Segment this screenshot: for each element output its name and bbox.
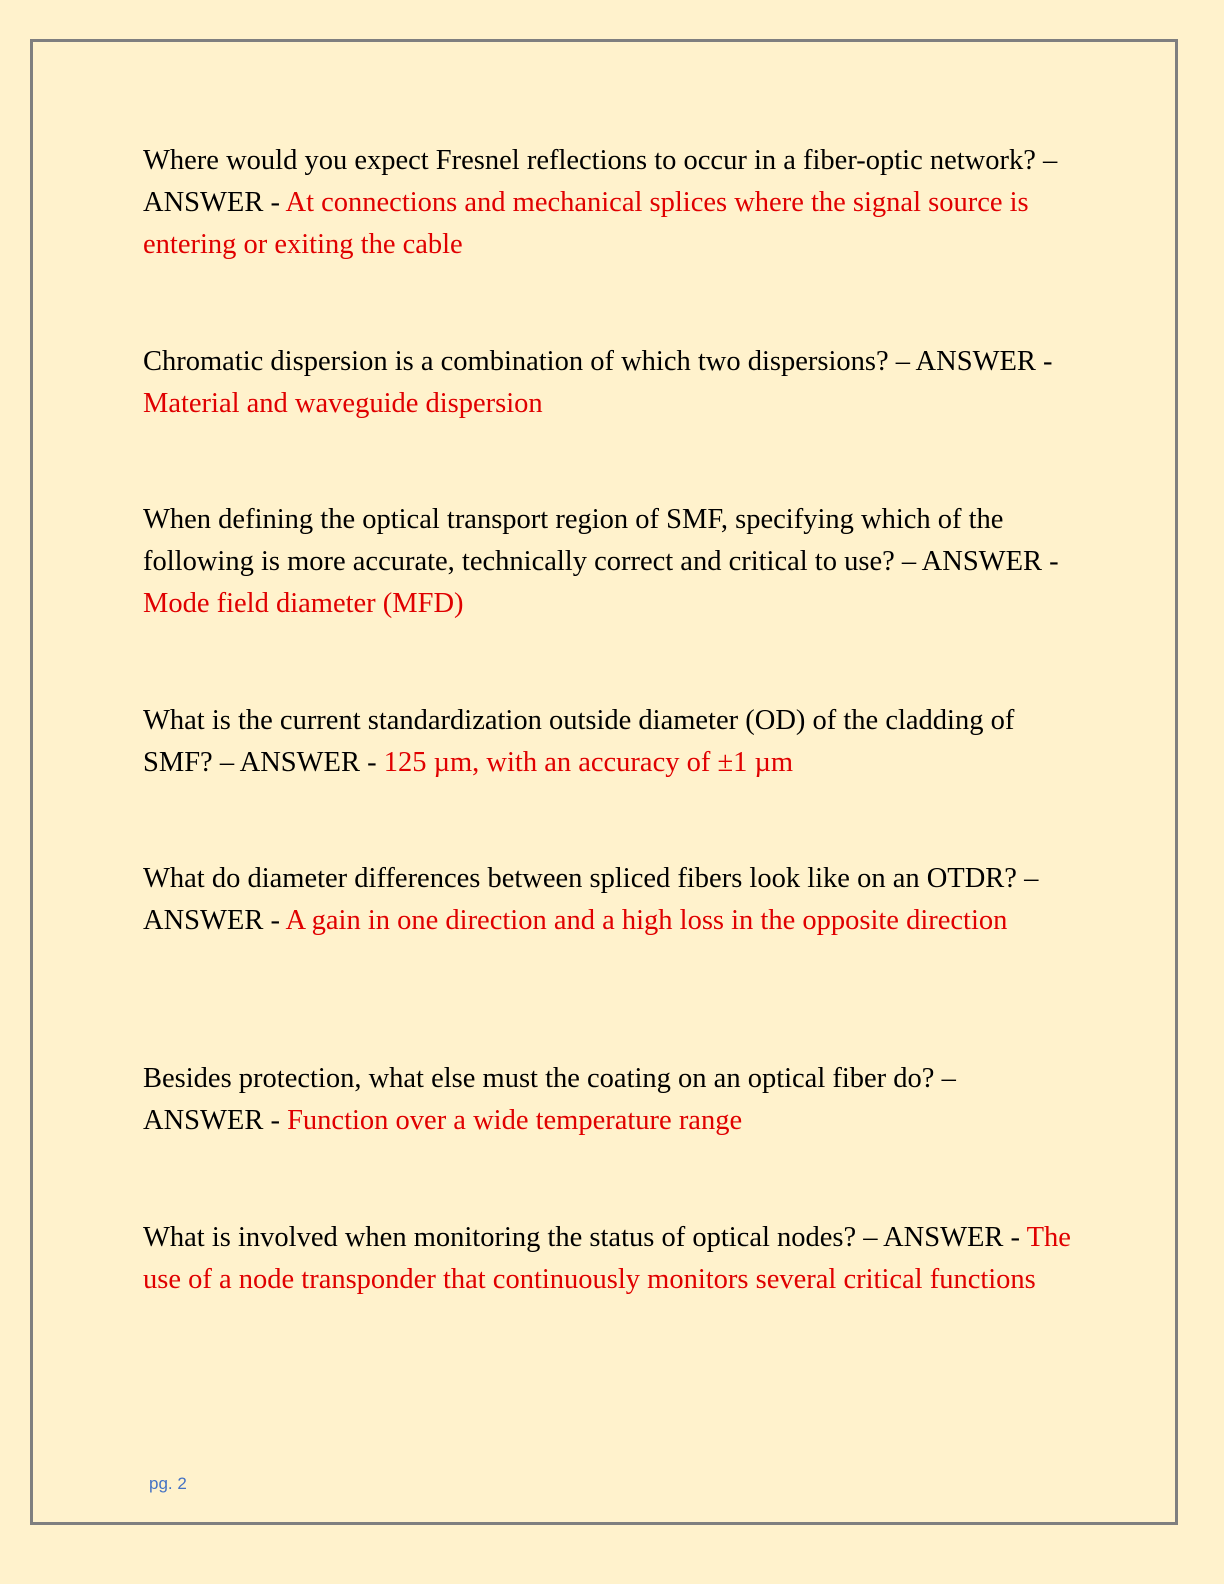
page-number: pg. 2 <box>149 1474 187 1493</box>
answer-text: A gain in one direction and a high loss in the opposite direction <box>285 905 1008 936</box>
question-text: Besides protection, what else must the coating on an optical fiber do? – ANSWER - <box>143 1063 956 1136</box>
answer-text: The use of a node transponder that continuously monitors several critical functions <box>143 1222 1071 1295</box>
qa-item-optical-transport-region <box>143 499 1073 625</box>
question-text: What is the current standardization outside diameter (OD) of the cladding of SMF? – ANSWER - <box>143 705 1015 778</box>
answer-text: At connections and mechanical splices where the signal source is entering or exiting the cable <box>143 187 1029 260</box>
question-text: What is involved when monitoring the status of optical nodes? – ANSWER - <box>143 1222 1027 1253</box>
qa-item-cladding-diameter <box>143 700 1073 784</box>
qa-item-optical-nodes-monitoring <box>143 1217 1073 1301</box>
qa-item-fiber-coating <box>143 1058 1073 1142</box>
question-text: What do diameter differences between spliced fibers look like on an OTDR? – ANSWER - <box>143 863 1039 936</box>
answer-text: Material and waveguide dispersion <box>143 388 543 419</box>
qa-item-otdr-diameter-differences <box>143 858 1073 942</box>
question-text: Where would you expect Fresnel reflections to occur in a fiber-optic network? – ANSWER - <box>143 145 1058 218</box>
answer-text: Mode field diameter (MFD) <box>143 588 464 619</box>
question-text: When defining the optical transport region of SMF, specifying which of the following is more accurate, technically correct and critical to use? – ANSWER - <box>143 504 1059 577</box>
qa-item-fresnel-reflections <box>143 140 1073 266</box>
qa-item-chromatic-dispersion <box>143 341 1073 425</box>
answer-text: Function over a wide temperature range <box>287 1105 743 1136</box>
question-text: Chromatic dispersion is a combination of which two dispersions? – ANSWER - <box>143 346 1053 377</box>
answer-text: 125 µm, with an accuracy of ±1 µm <box>383 747 794 778</box>
